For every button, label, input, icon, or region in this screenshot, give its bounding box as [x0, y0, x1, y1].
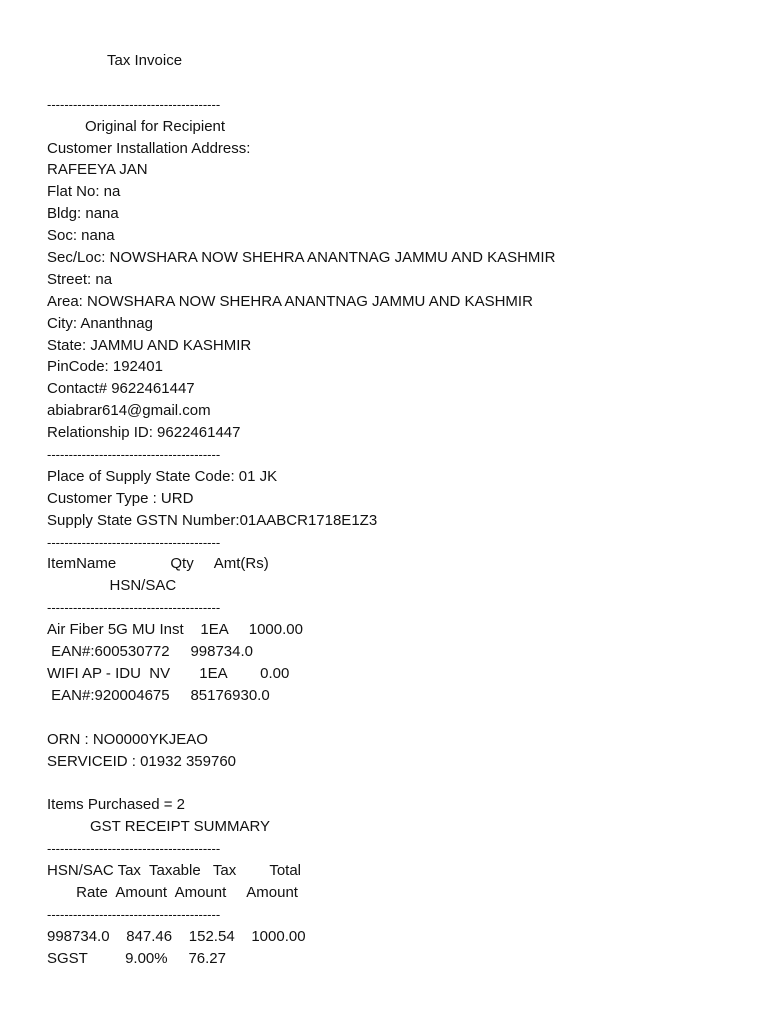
invoice-title	[47, 50, 747, 72]
item-ean: EAN#:920004675 85176930.0	[47, 686, 270, 704]
customer-type: Customer Type : URD	[47, 489, 194, 507]
items-header-hsn: HSN/SAC	[47, 577, 177, 595]
service-id: SERVICEID : 01932 359760	[47, 752, 237, 770]
street: Street: na	[47, 270, 113, 288]
gst-summary-row: 998734.0 847.46 152.54 1000.00	[47, 927, 306, 945]
contact-number: Contact# 9622461447	[47, 380, 195, 398]
relationship-id: Relationship ID: 9622461447	[47, 424, 241, 442]
divider: ----------------------------------------	[47, 447, 221, 463]
place-of-supply: Place of Supply State Code: 01 JK	[47, 467, 278, 485]
email-address: abiabrar614@gmail.com	[47, 402, 211, 420]
orn: ORN : NO0000YKJEAO	[47, 730, 208, 748]
divider: ----------------------------------------	[47, 600, 221, 616]
building: Bldg: nana	[47, 205, 119, 223]
spacer	[47, 707, 747, 729]
customer-name: RAFEEYA JAN	[47, 161, 148, 179]
invoice-subtitle-text: Original for Recipient	[85, 117, 226, 135]
divider: ----------------------------------------	[47, 841, 221, 857]
city: City: Ananthnag	[47, 314, 153, 332]
gst-summary-title	[47, 816, 747, 838]
divider: ----------------------------------------	[47, 96, 221, 112]
state: State: JAMMU AND KASHMIR	[47, 336, 252, 354]
pincode: PinCode: 192401	[47, 358, 163, 376]
tax-invoice-receipt	[47, 50, 747, 969]
area: Area: NOWSHARA NOW SHEHRA ANANTNAG JAMMU AND KASHMIR	[47, 292, 533, 310]
divider: ----------------------------------------	[47, 534, 221, 550]
spacer	[47, 72, 747, 94]
gst-summary-title-text: GST RECEIPT SUMMARY	[90, 818, 271, 836]
invoice-title-text: Tax Invoice	[107, 52, 183, 69]
divider: ----------------------------------------	[47, 906, 221, 922]
items-purchased: Items Purchased = 2	[47, 796, 185, 814]
sector-locality: Sec/Loc: NOWSHARA NOW SHEHRA ANANTNAG JAMMU AND KASHMIR	[47, 249, 556, 267]
item-row: Air Fiber 5G MU Inst 1EA 1000.00	[47, 621, 303, 639]
address-heading: Customer Installation Address:	[47, 139, 251, 157]
gst-summary-header-2: Rate Amount Amount Amount	[47, 883, 298, 901]
flat-number: Flat No: na	[47, 183, 121, 201]
gst-summary-header: HSN/SAC Tax Taxable Tax Total	[47, 861, 302, 879]
supply-gstn: Supply State GSTN Number:01AABCR1718E1Z3	[47, 511, 378, 529]
item-row: WIFI AP - IDU NV 1EA 0.00	[47, 664, 290, 682]
gst-summary-row: SGST 9.00% 76.27	[47, 949, 226, 967]
items-header: ItemName Qty Amt(Rs)	[47, 555, 269, 573]
society: Soc: nana	[47, 227, 115, 245]
item-ean: EAN#:600530772 998734.0	[47, 643, 254, 661]
spacer	[47, 772, 747, 794]
invoice-subtitle	[47, 116, 747, 138]
